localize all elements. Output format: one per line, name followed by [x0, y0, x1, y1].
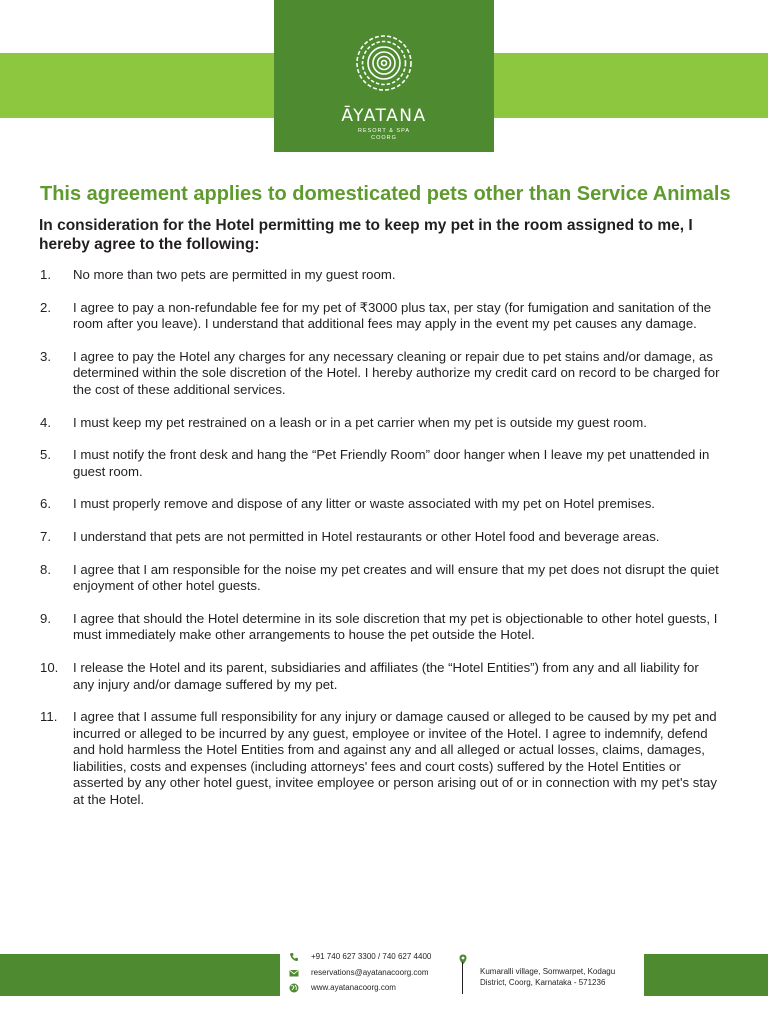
footer-contact	[280, 946, 644, 1004]
agreement-intro: In consideration for the Hotel permitting me to keep my pet in the room assigned to me, I hereby agree to the following:	[39, 217, 693, 253]
clause-text: I release the Hotel and its parent, subsidiaries and affiliates (the “Hotel Entities”) from any and all liability for any injury and/or damage suffered by my pet.	[73, 659, 699, 692]
clause-number: 9.	[40, 610, 51, 626]
clause-item	[40, 529, 720, 546]
clause-item	[40, 300, 720, 333]
clause-item	[40, 496, 720, 513]
brand-logo	[274, 0, 494, 152]
footer-email-link[interactable]: reservations@ayatanacoorg.com	[311, 968, 429, 977]
clause-item	[40, 660, 720, 693]
clause-text: I agree that I assume full responsibility for any injury or damage caused or alleged to be caused by my pet and incurred or alleged to be incurred by any guest, employee or invitee of the Hotel. I agree to indemnify, defend and hold harmless the Hotel Entities from and against any and all alleged or actual losses, claims, damages, liabilities, costs and expenses (including attorneys' fees and court costs) suffered by the Hotel Entities or asserted by any other hotel guest, invitee employee or person arising out of or in connection with my pet's stay at the Hotel.	[73, 709, 717, 808]
footer-phone-text: +91 740 627 3300 / 740 627 4400	[311, 952, 432, 961]
clause-text: No more than two pets are permitted in my guest room.	[73, 267, 396, 282]
clause-list	[40, 267, 720, 809]
footer-divider	[462, 962, 463, 994]
clause-text: I understand that pets are not permitted in Hotel restaurants or other Hotel food and beverage areas.	[73, 528, 660, 544]
phone-icon	[289, 952, 299, 962]
clause-item	[40, 415, 720, 432]
clause-number: 8.	[40, 561, 51, 577]
clause-item	[40, 562, 720, 595]
clause-number: 2.	[40, 299, 51, 315]
clause-text: I must keep my pet restrained on a leash or in a pet carrier when my pet is outside my guest room.	[73, 414, 647, 430]
clause-item	[40, 709, 720, 809]
brand-name: ĀYATANA	[341, 106, 427, 126]
brand-tagline: RESORT & SPA	[357, 128, 411, 134]
clause-item	[40, 349, 720, 399]
clause-number: 1.	[40, 267, 51, 282]
clause-item	[40, 611, 720, 644]
clause-number: 10.	[40, 659, 59, 675]
clause-number: 7.	[40, 528, 51, 544]
footer-address: Kumaralli village, Somwarpet, Kodagu District, Coorg, Karnataka - 571236	[480, 967, 616, 987]
brand-location: COORG	[371, 135, 397, 141]
clause-number: 11.	[40, 709, 58, 725]
clause-text: I must notify the front desk and hang the “Pet Friendly Room” door hanger when I leave my pet unattended in guest room.	[73, 447, 710, 479]
ayatana-emblem-icon	[354, 27, 414, 101]
agreement-title: This agreement applies to domesticated pets other than Service Animals	[40, 183, 731, 205]
clause-number: 5.	[40, 447, 51, 463]
envelope-icon	[289, 968, 299, 978]
map-pin-icon	[459, 954, 467, 965]
clause-text: I must properly remove and dispose of any litter or waste associated with my pet on Hotel premises.	[73, 496, 655, 512]
clause-text: I agree to pay a non-refundable fee for my pet of ₹3000 plus tax, per stay (for fumigation and sanitation of the room after you leave). I understand that additional fees may apply in the event my pet causes any damage.	[73, 299, 712, 332]
clause-number: 6.	[40, 496, 51, 512]
footer-website-link[interactable]: www.ayatanacoorg.com	[311, 983, 396, 992]
clause-number: 3.	[40, 348, 51, 364]
clause-text: I agree that should the Hotel determine in its sole discretion that my pet is objectionable to other hotel guests, I must immediately make other arrangements to house the pet outside the Hotel.	[73, 610, 718, 643]
globe-icon	[289, 983, 299, 993]
clause-item	[40, 447, 720, 480]
clause-item	[40, 267, 720, 284]
clause-number: 4.	[40, 414, 51, 430]
clause-text: I agree to pay the Hotel any charges for any necessary cleaning or repair due to pet stains and/or damage, as determined within the sole discretion of the Hotel. I hereby authorize my credit card on record to be charged for the cost of these additional services.	[73, 348, 720, 397]
clause-text: I agree that I am responsible for the noise my pet creates and will ensure that my pet does not disrupt the quiet enjoyment of other hotel guests.	[73, 561, 719, 594]
